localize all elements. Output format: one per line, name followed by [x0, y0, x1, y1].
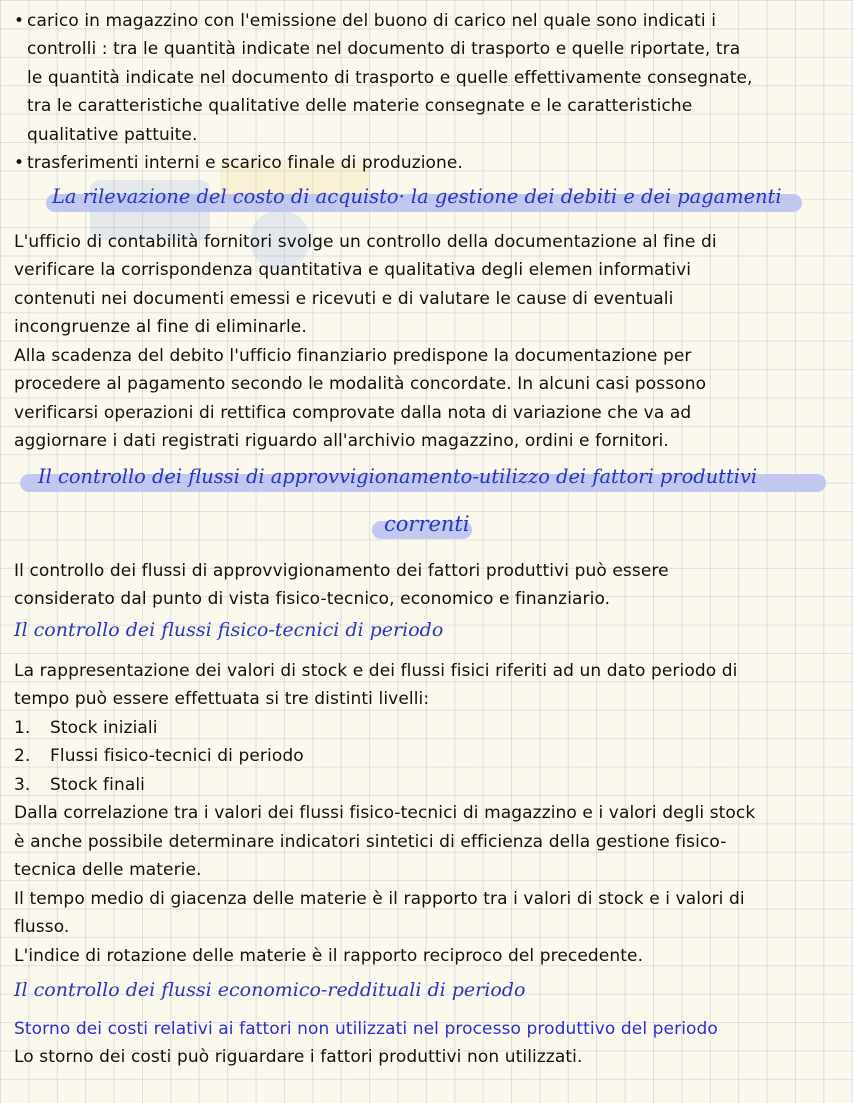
subheading-flussi-economico-reddituali: Il controllo dei flussi economico-reddituali di periodo [14, 979, 526, 1001]
paragraph-3-line-1: La rappresentazione dei valori di stock e dei flussi fisici riferiti ad un dato periodo di [14, 661, 738, 681]
paragraph-1-line-1: L'ufficio di contabilità fornitori svolge un controllo della documentazione al fine di [14, 232, 717, 252]
list-item-1-number: 1. [14, 718, 31, 738]
paragraph-4-line-4: Il tempo medio di giacenza delle materie è il rapporto tra i valori di stock e i valori di [14, 889, 745, 909]
paragraph-2-line-2: considerato dal punto di vista fisico-tecnico, economico e finanziario. [14, 589, 611, 609]
section-heading-correnti: correnti [384, 512, 470, 536]
closing-line: Lo storno dei costi può riguardare i fattori produttivi non utilizzati. [14, 1047, 583, 1067]
paragraph-4-line-1: Dalla correlazione tra i valori dei flussi fisico-tecnici di magazzino e i valori degli stock [14, 803, 756, 823]
paragraph-4-line-5: flusso. [14, 917, 70, 937]
bullet-1-line-5: qualitative pattuite. [27, 125, 198, 145]
paragraph-4-line-3: tecnica delle materie. [14, 860, 202, 880]
blue-statement-line: Storno dei costi relativi ai fattori non utilizzati nel processo produttivo del periodo [14, 1019, 718, 1039]
section-heading-costo-acquisto: La rilevazione del costo di acquisto· la gestione dei debiti e dei pagamenti [52, 185, 782, 208]
paragraph-1-line-2: verificare la corrispondenza quantitativa e qualitativa degli elemen informativi [14, 260, 692, 280]
paragraph-4-line-6: L'indice di rotazione delle materie è il rapporto reciproco del precedente. [14, 946, 644, 966]
section-heading-controllo-flussi: Il controllo dei flussi di approvvigionamento-utilizzo dei fattori produttivi [38, 465, 758, 488]
list-item-1-text: Stock iniziali [50, 718, 158, 738]
bullet-1-marker: • [14, 11, 25, 31]
bullet-1-line-1: carico in magazzino con l'emissione del buono di carico nel quale sono indicati i [27, 11, 717, 31]
bullet-1-line-3: le quantità indicate nel documento di trasporto e quelle effettivamente consegnate, [27, 68, 753, 88]
bullet-1-line-2: controlli : tra le quantità indicate nel documento di trasporto e quelle riportate, tra [27, 39, 741, 59]
paragraph-3-line-2: tempo può essere effettuata si tre distinti livelli: [14, 689, 430, 709]
bullet-2-line-1: trasferimenti interni e scarico finale di produzione. [27, 153, 463, 173]
paragraph-4-line-2: è anche possibile determinare indicatori sintetici di efficienza della gestione fisico- [14, 832, 727, 852]
subheading-flussi-fisico-tecnici: Il controllo dei flussi fisico-tecnici di periodo [14, 619, 444, 641]
bullet-1-line-4: tra le caratteristiche qualitative delle materie consegnate e le caratteristiche [27, 96, 693, 116]
paragraph-1-line-3: contenuti nei documenti emessi e ricevuti e di valutare le cause di eventuali [14, 289, 674, 309]
bullet-2-marker: • [14, 153, 25, 173]
paragraph-1-line-8: aggiornare i dati registrati riguardo all'archivio magazzino, ordini e fornitori. [14, 431, 669, 451]
paragraph-1-line-7: verificarsi operazioni di rettifica comprovate dalla nota di variazione che va ad [14, 403, 692, 423]
paragraph-1-line-6: procedere al pagamento secondo le modalità concordate. In alcuni casi possono [14, 374, 707, 394]
paragraph-2-line-1: Il controllo dei flussi di approvvigionamento dei fattori produttivi può essere [14, 561, 669, 581]
list-item-2-text: Flussi fisico-tecnici di periodo [50, 746, 304, 766]
list-item-3-number: 3. [14, 775, 31, 795]
list-item-2-number: 2. [14, 746, 31, 766]
paragraph-1-line-5: Alla scadenza del debito l'ufficio finanziario predispone la documentazione per [14, 346, 692, 366]
list-item-3-text: Stock finali [50, 775, 145, 795]
paragraph-1-line-4: incongruenze al fine di eliminarle. [14, 317, 307, 337]
